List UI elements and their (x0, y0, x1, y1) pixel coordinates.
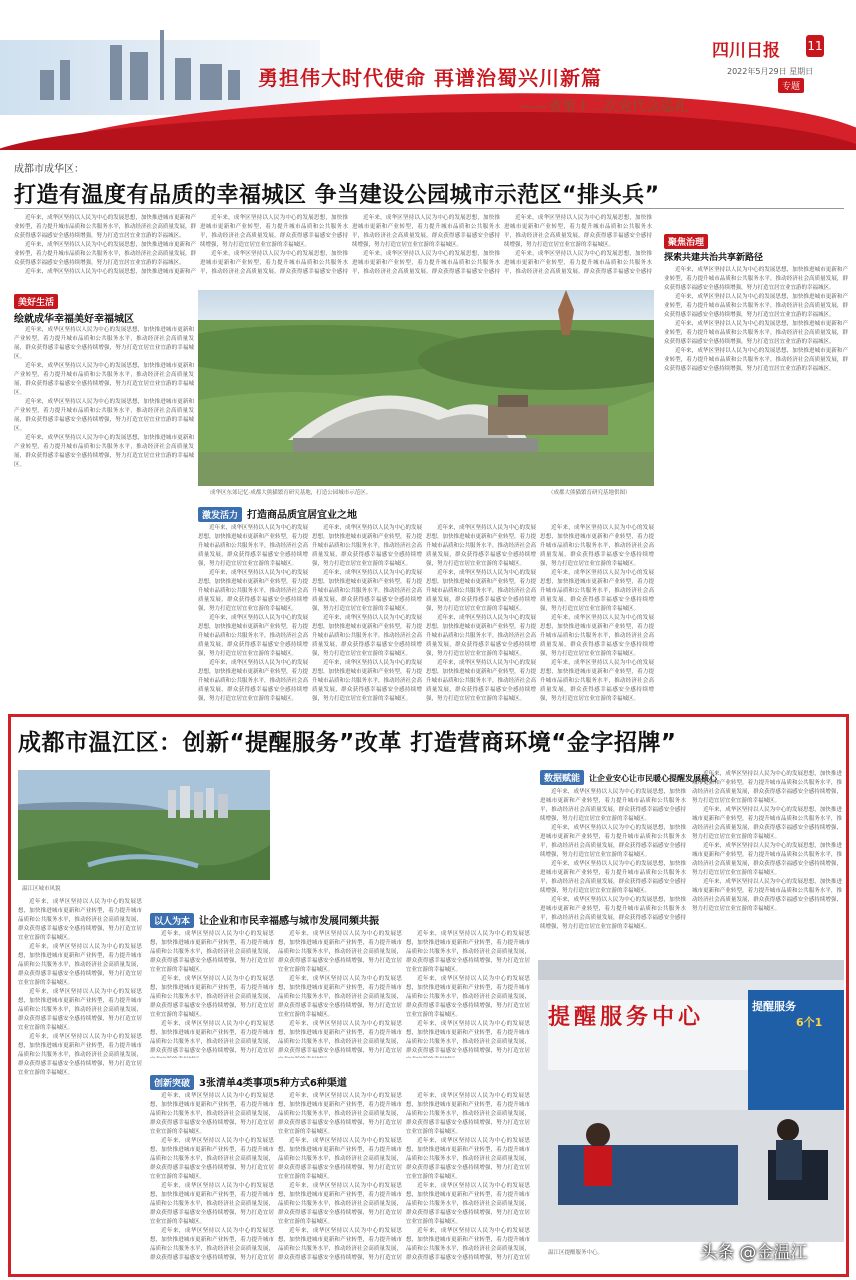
article1-intro-col1 (14, 214, 196, 274)
body-text: 近年来，成华区坚持以人民为中心的发展思想，加快推进城市更新和产业转型，着力提升城市品质和公共服务水平，推动经济社会高质量发展，群众获得感幸福感安全感持续增强，努力打造宜居宜业宜游的幸福城区。 (540, 615, 654, 657)
article1-intro-col4 (504, 214, 652, 274)
section2-tag: 激发活力 (198, 507, 242, 522)
body-text: 近年来，成华区坚持以人民为中心的发展思想，加快推进城市更新和产业转型，着力提升城市品质和公共服务水平，推动经济社会高质量发展，群众获得感幸福感安全感持续增强，努力打造宜居宜业宜游的幸福城区。 (692, 879, 842, 912)
article1-right-column (664, 266, 848, 702)
body-text: 近年来，成华区坚持以人民为中心的发展思想，加快推进城市更新和产业转型，着力提升城市品质和公共服务水平，推动经济社会高质量发展，群众获得感幸福感安全感持续增强，努力打造宜居宜业宜游的幸福城区。 (426, 615, 536, 657)
body-text: 近年来，成华区坚持以人民为中心的发展思想，加快推进城市更新和产业转型，着力提升城市品质和公共服务水平，推动经济社会高质量发展，群众获得感幸福感安全感持续增强，努力打造宜居宜业宜游的幸福城区。 (504, 215, 652, 248)
body-text: 近年来，成华区坚持以人民为中心的发展思想，加快推进城市更新和产业转型，着力提升城市品质和公共服务水平，推动经济社会高质量发展，群众获得感幸福感安全感持续增强，努力打造宜居宜业宜游的幸福城区。 (312, 615, 422, 657)
article2-section2-heading (150, 1074, 347, 1090)
article2-mid-col3 (406, 930, 530, 1058)
body-text: 近年来，成华区坚持以人民为中心的发展思想，加快推进城市更新和产业转型，着力提升城市品质和公共服务水平，推动经济社会高质量发展，群众获得感幸福感安全感持续增强，努力打造宜居宜业宜游的幸福城区。 (198, 660, 308, 702)
article1-headline: 打造有温度有品质的幸福城区 争当建设公园城市示范区“排头兵” (14, 183, 660, 208)
source-watermark: 头条 @金温江 (700, 1243, 808, 1263)
body-text: 近年来，成华区坚持以人民为中心的发展思想，加快推进城市更新和产业转型，着力提升城市品质和公共服务水平，推动经济社会高质量发展，群众获得感幸福感安全感持续增强，努力打造宜居宜业宜游的幸福城区。 (278, 1183, 402, 1225)
body-text: 近年来，成华区坚持以人民为中心的发展思想，加快推进城市更新和产业转型，着力提升城市品质和公共服务水平，推动经济社会高质量发展，群众获得感幸福感安全感持续增强，努力打造宜居宜业宜游的幸福城区。 (664, 321, 848, 345)
article2-lower-col1 (150, 1092, 274, 1260)
body-text: 近年来，成华区坚持以人民为中心的发展思想，加快推进城市更新和产业转型，着力提升城市品质和公共服务水平，推动经济社会高质量发展，群众获得感幸福感安全感持续增强，努力打造宜居宜业宜游的幸福城区。 (312, 660, 422, 702)
article2-photo-city (18, 770, 270, 880)
body-text: 近年来，成华区坚持以人民为中心的发展思想，加快推进城市更新和产业转型，着力提升城市品质和公共服务水平，推动经济社会高质量发展，群众获得感幸福感安全感持续增强，努力打造宜居宜业宜游的幸福城区。 (540, 525, 654, 567)
body-text: 近年来，成华区坚持以人民为中心的发展思想，加快推进城市更新和产业转型，着力提升城市品质和公共服务水平，推动经济社会高质量发展，群众获得感幸福感安全感持续增强，努力打造宜居 (406, 1228, 530, 1260)
a2-section3-title: 让企业安心让市民暖心提醒发展核心 (589, 774, 718, 783)
body-text: 近年来，成华区坚持以人民为中心的发展思想，加快推进城市更新和产业转型，着力提升城市品质和公共服务水平，推动经济社会高质量发展，群众获得感幸福感安全感持续增强，努力打造宜居宜业宜游的幸福城区。 (278, 1093, 402, 1135)
article1-section3-heading (664, 234, 713, 249)
body-text: 近年来，成华区坚持以人民为中心的发展思想，加快推进城市更新和产业转型，着力提升城市品质和公共服务水平，推动经济社会高质量发展，群众获得感幸福感安全感持续增强，努力打造宜居宜业宜游的幸福城区。 (14, 242, 196, 266)
article2-photo2-caption: 温江区城市风貌 (22, 886, 61, 892)
body-text: 近年来，成华区坚持以人民为中心的发展思想，加快推进城市更新和产业转型，着力提升城市品质和公共服务水平，推动经济社会高质量发展，群众获得感幸福感安全感持续增强，努力打造宜居宜业宜游的幸福城区。 (198, 570, 308, 612)
body-text: 近年来，成华区坚持以人民为中心的发展思想，加快推进城市更新和产业转型，着力提升城市品质和公共服务水平，推动经济社会高质量发展，群众获得感幸福感安全感持续增强，努力打造宜居宜业宜游的幸福城区。 (406, 931, 530, 973)
body-text: 近年来，成华区坚持以人民为中心的发展思想，加快推进城市更新和产业转型，着力提升城市品质和公共服务水平，推动经济社会高质量发展，群众获得感幸福感安全感持续增强，努力打造宜居宜业宜游的幸福城区。 (426, 525, 536, 567)
article2-headline: 成都市温江区：创新“提醒服务”改革 打造营商环境“金字招牌” (18, 730, 677, 756)
body-text: 近年来，成华区坚持以人民为中心的发展思想，加快推进城市更新和产业转型，着力提升城市品质和公共服务水平，推动经济社会高质量发展，群众获得感幸福感安全感持续增强，努力打造宜居宜业宜游的幸福城区。 (278, 931, 402, 973)
body-text: 近年来，成华区坚持以人民为中心的发展思想，加快推进城市更新和产业转型，着力提升城市品质和公共服务水平，推动经济社会高质量发展，群众获得感幸福感安全感持续增强，努力打造宜居宜业宜游的幸福城区。 (14, 399, 194, 432)
page-number-badge: 11 (806, 35, 824, 57)
body-text: 近年来，成华区坚持以人民为中心的发展思想，加快推进城市更新和产业转型，着力提升城市品质和公共服务水平，推动经济社会高质量发展，群众获得感幸福感安全感持续增强，努力打造宜居宜业宜游的幸福城区。 (18, 1034, 142, 1076)
article1-mid-col4 (540, 524, 654, 702)
section1-tag: 美好生活 (14, 294, 58, 309)
body-text: 近年来，成华区坚持以人民为中心的发展思想，加快推进城市更新和产业转型，着力提升城市品质和公共服务水平，推动经济社会高质量发展，群众获得感幸福感安全感持续增强，努力打造宜居宜业宜游的幸福城区。 (150, 931, 274, 973)
article2-right-col1 (540, 788, 686, 954)
article1-section1-heading (14, 294, 63, 309)
body-text: 近年来，成华区坚持以人民为中心的发展思想，加快推进城市更新和产业转型，着力提升城市品质和公共服务水平，推动经济社会高质量发展，群众获得感幸福感安全感持续增强，努力打造宜居宜业宜游的幸福城区。 (664, 267, 848, 291)
article1-mid-col1 (198, 524, 308, 702)
article1-section3-title: 探索共建共治共享新路径 (664, 253, 764, 263)
newspaper-logo: 四川日报 (712, 41, 780, 61)
article1-intro-col2 (200, 214, 348, 274)
body-text: 近年来，成华区坚持以人民为中心的发展思想，加快推进城市更新和产业转型，着力提升城市品质和公共服务水平，推动经济社会高质量发展，群众获得感幸福感安全感持续增强，努力打造宜居 (150, 1021, 274, 1054)
divider (14, 208, 844, 209)
body-text: 近年来，成华区坚持以人民为中心的发展思想，加快推进城市更新和产业转型，着力提升城市品质和公共服务水平，推动经济社会高质量发展，群众获得感幸福感安全感持续增强，努力打造宜居宜业宜游的幸福城区。 (312, 570, 422, 612)
body-text: 近年来，成华区坚持以人民为中心的发展思想，加快推进城市更新和产业转型，着力提升城市品质和公共服务水平，推动经济社会高质量发展，群众获得感幸福感安全感持续增强，努力打造宜居宜业宜游的幸福城区。 (150, 1138, 274, 1180)
a2-section3-tag: 数据赋能 (540, 770, 584, 785)
body-text: 近年来，成华区坚持以人民为中心的发展思想，加快推进城市更新和产业转型，着力提升城市品质和公共服务水平，推动经济社会高质量发展，群众获得感幸福感安全感持续增强，努力打造宜居宜业宜游的幸福城区。 (14, 363, 194, 396)
article2-left-column (18, 898, 142, 1260)
body-text: 近年来，成华区坚持以人民为中心的发展思想，加快推进城市更新和产业转型，着力提升城市品质和公共服务水平，推动经济社会高质量发展，群众获得感幸福感安全感持续增强，努力打造宜居宜业宜游的幸福城区。 (692, 843, 842, 876)
body-text: 近年来，成华区坚持以人民为中心的发展思想，加快推进城市更新和产业转型，着力提升城市品质和公共服务水平，推动经济社会高质量发展，群众获得感幸福感安全感持续增强，努力打造宜居宜业宜游的幸福城区。 (200, 215, 348, 248)
body-text: 近年来，成华区坚持以人民为中心的发展思想，加快推进城市更新和产业转型，着力提升城市品质和公共服务水平，推动经济社会高质量发展，群众获得感幸福感安全感持 (200, 251, 348, 274)
article2-section3-heading (540, 770, 717, 785)
issue-date: 2022年5月29日 星期日 (727, 67, 814, 76)
article2-mid-col2 (278, 930, 402, 1058)
a2-section2-title: 3张清单4类事项5种方式6种渠道 (199, 1078, 347, 1089)
body-text: 近年来，成华区坚持以人民为中心的发展思想，加快推进城市更新和产业转型，着力提升城市品质和公共服务水平，推动经济社会高质量发展，群众获得感幸福感安全感持续增强，努力打造宜居 (278, 1021, 402, 1054)
article1-photo-caption: 成华区东郊记忆·成都大熊猫繁育研究基地，打造公园城市示范区。 (210, 490, 372, 496)
article2-lower-col3 (406, 1092, 530, 1260)
body-text: 近年来，成华区坚持以人民为中心的发展思想，加快推进城市更新和产业转型，着力提升城市品质和公共服务水平，推动经济社会高质量发展，群众获得感幸福感安全感持续增强，努力打造宜居宜业宜游的幸福城区。 (540, 861, 686, 894)
body-text: 近年来，成华区坚持以人民为中心的发展思想，加快推进城市更新和产业转型，着力提升城市品质和公共服务水平，推动经济社会高质量发展，群众获得感幸福感安全感持续增强，努力打造宜居宜业宜游的幸福城区。 (312, 525, 422, 567)
body-text: 近年来，成华区坚持以人民为中心的发展思想，加快推进城市更新和产业转型，着力提升城市品质和公共服务水平，推动经济社会高质量发展，群众获得感幸福感安全感持续增强，努力打造宜居宜业宜游的幸福城区。 (352, 215, 500, 248)
body-text: 近年来，成华区坚持以人民为中心的发展思想，加快推进城市更新和产业转型，着力提升城市品质和公共服务水平，推动经济社会高质量发展，群众获得感幸福感安全感持续增强，努力打造宜居宜业宜游的幸福城区。 (406, 976, 530, 1018)
service-board-title: 提醒服务 (752, 1000, 796, 1013)
article1-mid-col2 (312, 524, 422, 702)
article1-kicker: 成都市成华区： (14, 164, 84, 175)
body-text: 近年来，成华区坚持以人民为中心的发展思想，加快推进城市更新和产业转型，着力提升城市品质和公共服务水平，推动经济社会高质量发展，群众获得感幸福感安全感持续增强，努力打造宜居宜业宜游的幸福城区。 (198, 525, 308, 567)
banner-subtitle: ——省第十二次党代会巡礼 (520, 99, 688, 115)
body-text: 近年来，成华区坚持以人民为中心的发展思想，加快推进城市更新和产业转型，着力提升城市品质和公共服务水平，推动经济社会高质量发展，群众获得感幸福感安全感持续增强，努力打造宜居 (150, 1228, 274, 1260)
body-text: 近年来，成华区坚持以人民为中心的发展思想，加快推进城市更新和产业转型，着力提升城市品质和公共服务水平，推动经济社会高质量发展，群众获得感幸福感安全感持续增强，努力打造宜居宜业宜游的幸福城区。 (540, 897, 686, 930)
body-text: 近年来，成华区坚持以人民为中心的发展思想，加快推进城市更新和产业转型，着力提升城市品质和公共服务水平，推动经济社会高质量发展，群众获得感幸福感安全感持续增强，努力打造宜居宜业宜游的幸福城区。 (426, 570, 536, 612)
body-text: 近年来，成华区坚持以人民为中心的发展思想，加快推进城市更新和产业转型，着力提升城市品质和公共服务水平，推动经济社会高质量发展，群众获得感幸福感安全感持续增强，努力打造宜居宜业宜游的幸福城区。 (692, 771, 842, 804)
body-text: 近年来，成华区坚持以人民为中心的发展思想，加快推进城市更新和产业转型，着力提升城市品质和公共服务水平，推动经济社会高质量发展，群众获得感幸福感安全感持续增强，努力打造宜居宜业宜游的幸福城区。 (540, 789, 686, 822)
a2-section2-tag: 创新突破 (150, 1075, 194, 1090)
body-text: 近年来，成华区坚持以人民为中心的发展思想，加快推进城市更新和产业转型，着力提升城市品质和公共服务水平，推动经济社会高质量发展，群众获得感幸福感安全感持续增强，努力打造宜居宜业宜游的幸福城区。 (14, 435, 194, 468)
body-text: 近年来，成华区坚持以人民为中心的发展思想，加快推进城市更新和产业转型，着力提升城市品质和公共服务水平，推动经济社会高质量发展，群众获得感幸福感安全感持续增强，努力打造宜居宜业宜游的幸福城区。 (18, 989, 142, 1031)
article2-lower-col2 (278, 1092, 402, 1260)
body-text: 近年来，成华区坚持以人民为中心的发展思想，加快推进城市更新和产业转型，着力提升城市品质和公共服务水平，推动经济社会高质量发展，群众获得感幸福感安全感持续增强，努力打造宜居宜业宜游的幸福城区。 (198, 615, 308, 657)
body-text: 近年来，成华区坚持以人民为中心的发展思想，加快推进城市更新和产业转型，着力提升城市品质和公共服务水平，推动经济社会高质量发展，群众获得感幸福感安全感持续增强，努力打造宜居宜业宜游的幸福城区。 (540, 660, 654, 702)
article1-section1-title: 绘就成华幸福美好幸福城区 (14, 314, 134, 325)
body-text: 近年来，成华区坚持以人民为中心的发展思想，加快推进城市更新和产业转型，着力提升城市品质和公共服务水平，推动经济社会高质量发展，群众获得感幸福感安全感持 (352, 251, 500, 274)
body-text: 近年来，成华区坚持以人民为中心的发展思想，加快推进城市更新和产业转型，着力提升城市品质和公共服务水平，推动经济社会高质量发展，群众获得感幸福感安全感持续增强，努力打造宜居宜业宜游的幸福城区。 (664, 348, 848, 372)
section-tag: 专题 (778, 78, 804, 93)
body-text: 近年来，成华区坚持以人民为中心的发展思想，加快推进城市更新和产业转型，着力提升城市品质和公共服务水平，推动经济社会高质量发展，群众获得感幸福感安全感持续增强，努力打造宜居宜业宜游的幸福城区。 (150, 976, 274, 1018)
banner-title: 勇担伟大时代使命 再谱治蜀兴川新篇 (258, 66, 602, 90)
service-center-sign: 提醒服务中心 (548, 1005, 705, 1030)
article2-photo3-caption: 温江区提醒服务中心。 (548, 1250, 604, 1256)
a2-section1-title: 让企业和市民幸福感与城市发展同频共振 (199, 916, 380, 927)
body-text: 近年来，成华区坚持以人民为中心的发展思想，加快推进城市更新和产业转型，着力提升城市品质和公共服务水平，推动经济社会高质量发展，群众获得感幸福感安全感持续增强，努力打造宜居宜业宜游的幸福城区。 (406, 1093, 530, 1135)
body-text: 近年来，成华区坚持以人民为中心的发展思想，加快推进城市更新和产业转型，着力提升城市品质和公共服务水平，推动经济社会高质量发展，群众获得感幸福感安全感持续增强，努力打造宜居 (406, 1021, 530, 1054)
a2-section1-tag: 以人为本 (150, 913, 194, 928)
service-board-count: 6个1 (796, 1016, 823, 1029)
body-text: 近年来，成华区坚持以人民为中心的发展思想，加快推进城市更新和产业转型，着力提升城市品质和公共服务水平，推动经济社会高质量发展，群众获得感幸福感安全感持续增强，努力打造宜居宜业宜游的幸福城区。 (664, 294, 848, 318)
body-text: 近年来，成华区坚持以人民为中心的发展思想，加快推进城市更新和产业转型，着力提升城市品质和公共服务水平，推动经济社会高质量发展，群众获得感幸福感安全感持续增强，努力打造宜居宜业宜游的幸福城区。 (692, 807, 842, 840)
body-text: 近年来，成华区坚持以人民为中心的发展思想，加快推进城市更新和产业转型，着力提升城市品质和公共服务水平，推动经济社会高质量发展，群众获得感幸福感安全感持续增强，努力打造宜居宜业宜游的幸福城区。 (150, 1093, 274, 1135)
body-text: 近年来，成华区坚持以人民为中心的发展思想，加快推进城市更新和产业转型，着力提升城市品质和公共服务水平，推动经济社会高质量发展，群众获得感幸福感安全感持续增强，努力打造宜居宜业宜游的幸福城区。 (406, 1183, 530, 1225)
body-text: 近年来，成华区坚持以人民为中心的发展思想，加快推进城市更新和产业转型，着力提升城市品质和公共服务水平，推动经济社会高质量发展，群众获得感幸福感安全感持续增强，努力打造宜居宜业宜游的幸福城区。 (278, 976, 402, 1018)
article2-section1-heading (150, 912, 379, 928)
body-text: 近年来，成华区坚持以人民为中心的发展思想，加快推进城市更新和产业转型，着力提升城市品质和公共服务水平，推动经济社会高质量发展，群众获得感幸福感安全感持续增强，努力打造宜居宜业宜游的幸福城区。 (540, 570, 654, 612)
body-text: 近年来，成华区坚持以人民为中心的发展思想，加快推进城市更新和产业转型，着力提升城市品质和公共服务水平，推动经济社会高质量发展，群众获得感幸福感安全感持续增强，努力打造宜居宜业宜游的幸福城区。 (18, 944, 142, 986)
body-text: 近年来，成华区坚持以人民为中心的发展思想，加快推进城市更新和产业转型，着力提升城市品质和公共服务水平，推动经济社会高质量发展，群众获得感幸福感安全感持续增强，努力打造宜居宜业宜游的幸福城区。 (426, 660, 536, 702)
body-text: 近年来，成华区坚持以人民为中心的发展思想，加快推进城市更新和产业转型，着力提升城市品质和公共服务水平，推动经济社会高质量发展，群众获得感幸福感安全感持续增强，努力打造宜居宜业宜游的幸福城区。 (14, 327, 194, 360)
article1-photo-panda-base (198, 290, 654, 486)
body-text: 近年来，成华区坚持以人民为中心的发展思想，加快推进城市更新和产业转型，着力提升城市品质和公共服务水平，推动经济社会高质量发展，群众获得感幸福感安全感持续增强，努力打造宜居宜业宜游的幸福城区。 (540, 825, 686, 858)
article2-mid-col1 (150, 930, 274, 1058)
article1-section2-heading (198, 506, 357, 522)
body-text: 近年来，成华区坚持以人民为中心的发展思想，加快推进城市更新和产业转型，着力提升城市品质和公共服务水平，推动经济社会高质量发展，群众获得感幸福感安全感持续增强，努力打造宜居宜业宜游的幸福城区。 (18, 899, 142, 941)
body-text: 近年来，成华区坚持以人民为中心的发展思想，加快推进城市更新和产 (25, 269, 196, 274)
body-text: 近年来，成华区坚持以人民为中心的发展思想，加快推进城市更新和产业转型，着力提升城市品质和公共服务水平，推动经济社会高质量发展，群众获得感幸福感安全感持续增强，努力打造宜居 (278, 1228, 402, 1260)
article1-left-column (14, 326, 194, 698)
section3-tag: 聚焦治理 (664, 234, 708, 249)
article2-right-col2 (692, 770, 842, 954)
body-text: 近年来，成华区坚持以人民为中心的发展思想，加快推进城市更新和产业转型，着力提升城市品质和公共服务水平，推动经济社会高质量发展，群众获得感幸福感安全感持 (504, 251, 652, 274)
article1-mid-col3 (426, 524, 536, 702)
article1-intro-col3 (352, 214, 500, 274)
section2-title: 打造商品质宜居宜业之地 (247, 510, 358, 521)
body-text: 近年来，成华区坚持以人民为中心的发展思想，加快推进城市更新和产业转型，着力提升城市品质和公共服务水平，推动经济社会高质量发展，群众获得感幸福感安全感持续增强，努力打造宜居宜业宜游的幸福城区。 (150, 1183, 274, 1225)
body-text: 近年来，成华区坚持以人民为中心的发展思想，加快推进城市更新和产业转型，着力提升城市品质和公共服务水平，推动经济社会高质量发展，群众获得感幸福感安全感持续增强，努力打造宜居宜业宜游的幸福城区。 (14, 215, 196, 239)
article1-photo-credit: （成都大熊猫繁育研究基地供图） (548, 490, 631, 496)
body-text: 近年来，成华区坚持以人民为中心的发展思想，加快推进城市更新和产业转型，着力提升城市品质和公共服务水平，推动经济社会高质量发展，群众获得感幸福感安全感持续增强，努力打造宜居宜业宜游的幸福城区。 (278, 1138, 402, 1180)
body-text: 近年来，成华区坚持以人民为中心的发展思想，加快推进城市更新和产业转型，着力提升城市品质和公共服务水平，推动经济社会高质量发展，群众获得感幸福感安全感持续增强，努力打造宜居宜业宜游的幸福城区。 (406, 1138, 530, 1180)
